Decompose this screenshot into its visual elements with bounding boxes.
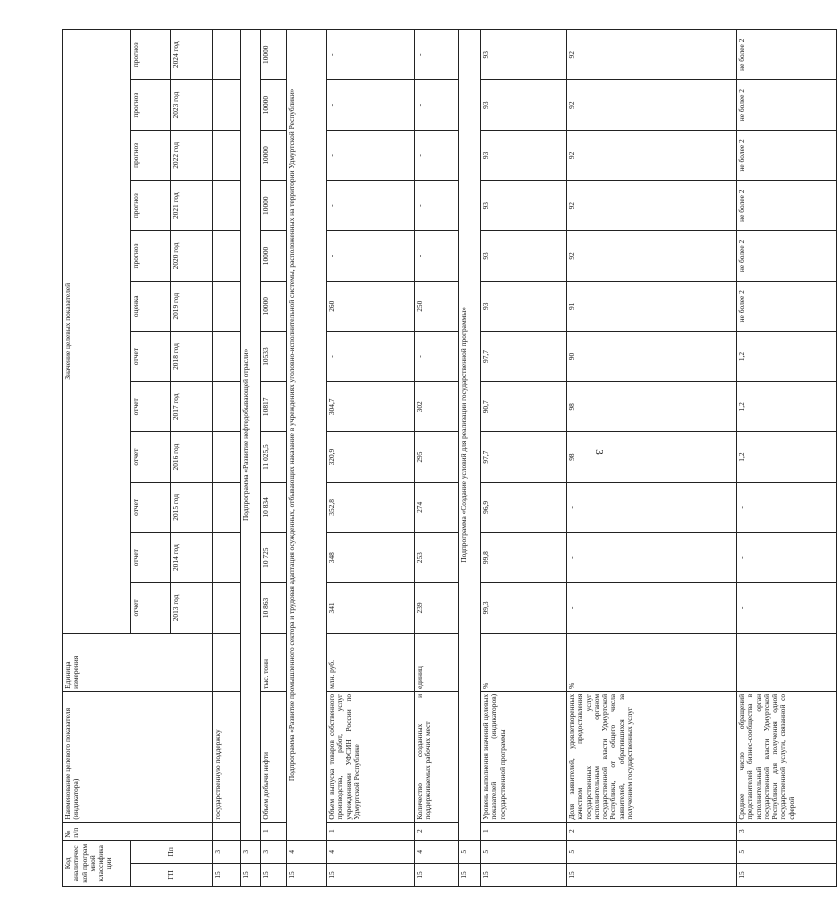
- cell-value: 99,8: [481, 533, 567, 583]
- cell-value: [213, 80, 241, 130]
- cell-value: 92: [567, 30, 737, 80]
- header-year: 2022 год: [171, 130, 213, 180]
- cell-pp: 3: [213, 840, 241, 863]
- cell-value: -: [737, 583, 837, 633]
- cell-value: 93: [481, 130, 567, 180]
- cell-value: 352,8: [327, 482, 415, 532]
- header-status: отчет: [131, 482, 171, 532]
- cell-value: 10000: [261, 231, 287, 281]
- cell-value: -: [327, 80, 415, 130]
- cell-value: 274: [415, 482, 459, 532]
- cell-num: [213, 822, 241, 840]
- cell-value: 341: [327, 583, 415, 633]
- cell-value: 253: [415, 533, 459, 583]
- section-title: Подпрограмма «Развитие промышленного сектора и трудовая адаптация осужденных, отбывающих наказание в учреждениях уголовно-исполнительной системы, расположенных на территории Удмуртской Республики»: [287, 30, 327, 841]
- cell-value: [213, 482, 241, 532]
- cell-value: 302: [415, 382, 459, 432]
- header-status: прогноз: [131, 80, 171, 130]
- header-year: 2018 год: [171, 331, 213, 381]
- cell-value: 92: [567, 231, 737, 281]
- cell-value: -: [327, 231, 415, 281]
- cell-pp: 3: [261, 840, 287, 863]
- header-year: 2016 год: [171, 432, 213, 482]
- header-code: Код аналитичес кой програм мной классифика ции: [63, 840, 131, 886]
- cell-value: 10000: [261, 281, 287, 331]
- cell-value: 90: [567, 331, 737, 381]
- cell-value: [213, 181, 241, 231]
- cell-gp: 15: [481, 863, 567, 886]
- cell-value: 92: [567, 181, 737, 231]
- cell-value: -: [737, 533, 837, 583]
- cell-value: -: [327, 181, 415, 231]
- cell-indicator-name: Среднее число обращений представителей бизнес-сообщества в исполнительный орган государственной власти Удмуртской Республики для получения одной государственной услуги, связанной со сферой: [737, 691, 837, 822]
- cell-value: -: [415, 30, 459, 80]
- cell-value: 93: [481, 80, 567, 130]
- cell-value: 1,2: [737, 382, 837, 432]
- cell-value: [213, 231, 241, 281]
- cell-value: 90,7: [481, 382, 567, 432]
- cell-pp: 3: [241, 840, 261, 863]
- header-year: 2015 год: [171, 482, 213, 532]
- cell-value: 11 025,5: [261, 432, 287, 482]
- cell-unit: %: [481, 633, 567, 691]
- cell-value: 93: [481, 181, 567, 231]
- cell-value: [213, 432, 241, 482]
- cell-value: 99,3: [481, 583, 567, 633]
- cell-value: [213, 382, 241, 432]
- cell-value: 91: [567, 281, 737, 331]
- header-status: оценка: [131, 281, 171, 331]
- cell-unit: тыс. тонн: [261, 633, 287, 691]
- cell-gp: 15: [241, 863, 261, 886]
- cell-num: 1: [481, 822, 567, 840]
- header-name: Наименование целевого показателя (индикатора): [63, 691, 213, 822]
- indicators-table: [62, 29, 837, 887]
- cell-num: 1: [327, 822, 415, 840]
- cell-unit: млн. руб.: [327, 633, 415, 691]
- cell-indicator-name: Доля заявителей, удовлетворенных качеством предоставления государственных услуг исполнительным органом государственной власти Удмуртской Республики, от общего числа заявителей, обратившихся за получением государственных услуг: [567, 691, 737, 822]
- table-row: [261, 30, 287, 887]
- header-status: отчет: [131, 331, 171, 381]
- cell-value: 348: [327, 533, 415, 583]
- cell-gp: 15: [261, 863, 287, 886]
- cell-value: 10817: [261, 382, 287, 432]
- cell-unit: %: [567, 633, 737, 691]
- cell-value: 295: [415, 432, 459, 482]
- cell-value: 10000: [261, 80, 287, 130]
- header-year: 2014 год: [171, 533, 213, 583]
- cell-gp: 15: [213, 863, 241, 886]
- cell-gp: 15: [415, 863, 459, 886]
- table-row: [481, 30, 567, 887]
- cell-indicator-name: Уровень выполнения значений целевых показателей (индикаторов) государственной программы: [481, 691, 567, 822]
- cell-value: 10000: [261, 181, 287, 231]
- cell-gp: 15: [459, 863, 481, 886]
- cell-value: не более 2: [737, 181, 837, 231]
- section-title: Подпрограмма «Создание условий для реализации государственной программы»: [459, 30, 481, 841]
- cell-num: 1: [261, 822, 287, 840]
- header-status: отчет: [131, 432, 171, 482]
- cell-value: -: [415, 80, 459, 130]
- header-year: 2024 год: [171, 30, 213, 80]
- cell-value: не более 2: [737, 30, 837, 80]
- rotated-table-container: [62, 29, 796, 887]
- cell-value: [213, 130, 241, 180]
- header-year: 2019 год: [171, 281, 213, 331]
- cell-value: 260: [327, 281, 415, 331]
- cell-gp: 15: [287, 863, 327, 886]
- header-status: отчет: [131, 583, 171, 633]
- table-row: [327, 30, 415, 887]
- header-status: прогноз: [131, 231, 171, 281]
- section-row: [459, 30, 481, 887]
- cell-unit: [213, 633, 241, 691]
- cell-value: -: [567, 583, 737, 633]
- section-row: [287, 30, 327, 887]
- cell-unit: единиц: [415, 633, 459, 691]
- cell-pp: 5: [567, 840, 737, 863]
- header-pp: Пп: [131, 840, 213, 863]
- cell-value: -: [415, 331, 459, 381]
- table-body: [213, 30, 837, 887]
- cell-value: [213, 30, 241, 80]
- cell-value: 98: [567, 382, 737, 432]
- cell-value: 10 725: [261, 533, 287, 583]
- header-year: 2013 год: [171, 583, 213, 633]
- cell-indicator-name: Объем добычи нефти: [261, 691, 287, 822]
- cell-gp: 15: [567, 863, 737, 886]
- cell-value: 10000: [261, 130, 287, 180]
- cell-pp: 5: [481, 840, 567, 863]
- cell-indicator-name: Количество созданных и поддерживаемых рабочих мест: [415, 691, 459, 822]
- cell-num: 2: [567, 822, 737, 840]
- cell-value: 250: [415, 281, 459, 331]
- cell-num: 2: [415, 822, 459, 840]
- header-unit: Единица измерения: [63, 633, 213, 691]
- cell-value: 96,9: [481, 482, 567, 532]
- cell-value: -: [415, 181, 459, 231]
- header-year: 2017 год: [171, 382, 213, 432]
- cell-value: -: [327, 30, 415, 80]
- cell-value: 10000: [261, 30, 287, 80]
- cell-pp: 4: [287, 840, 327, 863]
- header-status: отчет: [131, 382, 171, 432]
- section-row: [241, 30, 261, 887]
- cell-unit: [737, 633, 837, 691]
- table-row: [415, 30, 459, 887]
- cell-value: не более 2: [737, 231, 837, 281]
- cell-value: 97,7: [481, 432, 567, 482]
- cell-value: 97,7: [481, 331, 567, 381]
- cell-value: [213, 583, 241, 633]
- table-row: [567, 30, 737, 887]
- cell-value: не более 2: [737, 130, 837, 180]
- section-title: Подпрограмма «Развитие нефтедобывающей отрасли»: [241, 30, 261, 841]
- cell-value: 98: [567, 432, 737, 482]
- header-status: прогноз: [131, 181, 171, 231]
- header-values: Значение целевых показателей: [63, 30, 131, 634]
- header-year: 2020 год: [171, 231, 213, 281]
- cell-value: 92: [567, 130, 737, 180]
- cell-gp: 15: [327, 863, 415, 886]
- cell-value: -: [737, 482, 837, 532]
- cell-value: 320,9: [327, 432, 415, 482]
- cell-value: 10533: [261, 331, 287, 381]
- header-year: 2023 год: [171, 80, 213, 130]
- cell-value: 92: [567, 80, 737, 130]
- header-status: отчет: [131, 533, 171, 583]
- cell-value: 10 863: [261, 583, 287, 633]
- cell-value: 1,2: [737, 432, 837, 482]
- cell-pp: 5: [737, 840, 837, 863]
- cell-value: 239: [415, 583, 459, 633]
- header-status: прогноз: [131, 30, 171, 80]
- cell-indicator-name: Объем выпуска товаров собственного производства, работ, услуг учреждениями УФСИН России по Удмуртской Республике: [327, 691, 415, 822]
- cell-value: [213, 533, 241, 583]
- cell-pp: 4: [415, 840, 459, 863]
- cell-value: -: [567, 482, 737, 532]
- header-gp: ГП: [131, 863, 213, 886]
- header-num: № п/п: [63, 822, 213, 840]
- cell-value: [213, 331, 241, 381]
- table-row: [737, 30, 837, 887]
- cell-value: -: [567, 533, 737, 583]
- cell-num: 3: [737, 822, 837, 840]
- cell-indicator-name: государственную поддержку: [213, 691, 241, 822]
- table-row: [213, 30, 241, 887]
- cell-value: -: [415, 130, 459, 180]
- cell-value: не более 2: [737, 80, 837, 130]
- cell-pp: 5: [459, 840, 481, 863]
- cell-pp: 4: [327, 840, 415, 863]
- page-number: 3: [592, 449, 605, 455]
- cell-value: -: [415, 231, 459, 281]
- cell-value: 304,7: [327, 382, 415, 432]
- cell-value: 10 834: [261, 482, 287, 532]
- cell-gp: 15: [737, 863, 837, 886]
- header-year: 2021 год: [171, 181, 213, 231]
- cell-value: 93: [481, 231, 567, 281]
- header-status: прогноз: [131, 130, 171, 180]
- cell-value: 93: [481, 30, 567, 80]
- cell-value: 1,2: [737, 331, 837, 381]
- cell-value: [213, 281, 241, 331]
- cell-value: -: [327, 331, 415, 381]
- cell-value: не более 2: [737, 281, 837, 331]
- cell-value: -: [327, 130, 415, 180]
- cell-value: 93: [481, 281, 567, 331]
